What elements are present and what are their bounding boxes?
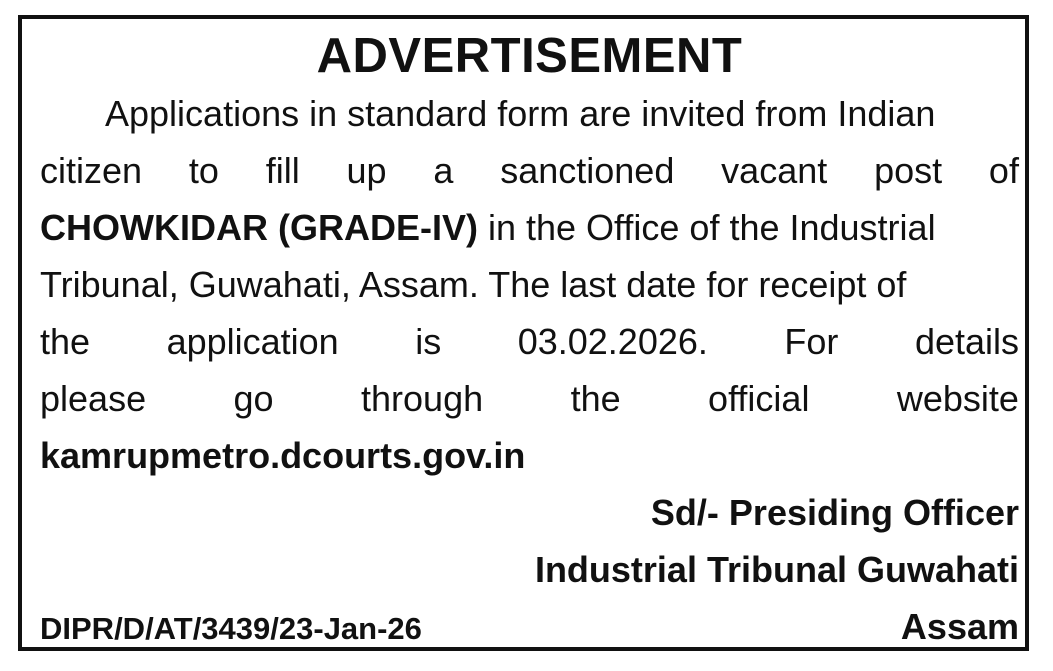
body-word: to [188,150,219,191]
advertisement-content [40,27,1019,647]
last-date: 03.02.2026. [517,321,708,362]
body-word: go [233,378,274,419]
body-word: is [415,321,442,362]
body-line-5 [40,313,1019,370]
body-word: citizen [40,150,143,191]
body-line-3 [40,199,1019,256]
signature-line-2: Industrial Tribunal Guwahati [534,549,1019,590]
body-line-3-rest: in the Office of the Industrial [477,207,936,248]
body-word: sanctioned [500,150,675,191]
body-word: vacant [721,150,828,191]
body-word: fill [265,150,300,191]
advertisement-heading: ADVERTISEMENT [316,29,743,83]
body-line-6 [40,370,1019,427]
signature-line-3: Assam [900,606,1019,647]
website-link[interactable]: kamrupmetro.dcourts.gov.in [40,435,526,476]
body-line-4: Tribunal, Guwahati, Assam. The last date for receipt of [40,264,907,305]
reference-number: DIPR/D/AT/3439/23-Jan-26 [40,611,422,646]
body-word: application [166,321,339,362]
body-word: a [433,150,454,191]
body-word: please [40,378,147,419]
advertisement-frame [18,15,1029,651]
signature-line-1: Sd/- Presiding Officer [650,492,1019,533]
body-word: the [40,321,91,362]
body-word: post [874,150,943,191]
body-line-2 [40,142,1019,199]
post-name: CHOWKIDAR (GRADE-IV) [40,207,478,248]
footer-row [40,598,1019,655]
advertisement-body [40,85,1019,484]
body-word: the [570,378,621,419]
body-word: official [708,378,810,419]
body-line-1: Applications in standard form are invited from Indian [105,93,936,134]
body-word: For [784,321,839,362]
body-word: up [346,150,387,191]
body-word: details [914,321,1019,362]
body-word: of [988,150,1019,191]
body-word: through [361,378,484,419]
body-word: website [896,378,1019,419]
